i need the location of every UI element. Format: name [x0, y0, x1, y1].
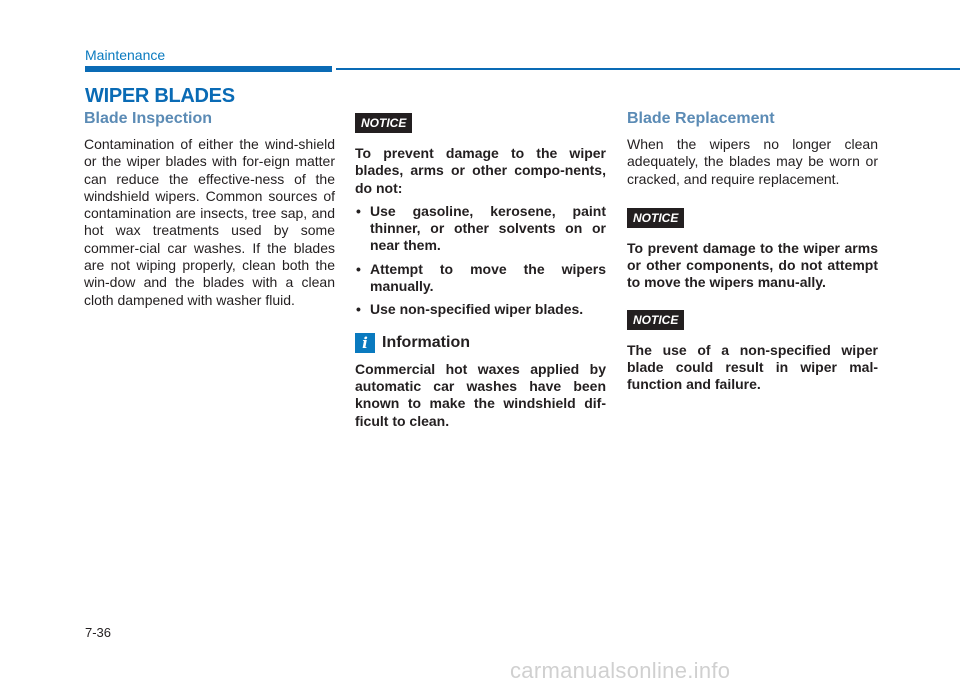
watermark: carmanualsonline.info [510, 658, 731, 683]
notice-badge: NOTICE [355, 113, 412, 133]
blade-replacement-text: When the wipers no longer clean adequately, the blades may be worn or cracked, and require replacement. [627, 136, 878, 187]
notice-text: To prevent damage to the wiper arms or other components, do not attempt to move the wipers manu-ally. [627, 239, 878, 291]
list-item: • Attempt to move the wipers manually. [355, 261, 606, 296]
list-item: • Use gasoline, kerosene, paint thinner, or other solvents on or near them. [355, 203, 606, 255]
column-blade-replacement [627, 110, 878, 394]
notice-badge: NOTICE [627, 208, 684, 228]
blade-replacement-heading: Blade Replacement [627, 110, 775, 127]
information-text: Commercial hot waxes applied by automatic car washes have been known to make the windshield dif-ficult to clean. [355, 360, 606, 429]
information-title: Information [382, 333, 470, 351]
information-icon: i [355, 333, 375, 353]
information-header [355, 333, 606, 353]
page-number: 7-36 [85, 625, 112, 640]
notice-intro: To prevent damage to the wiper blades, arms or other compo-nents, do not: [355, 145, 606, 196]
notice-badge: NOTICE [627, 310, 684, 330]
column-notice-info [355, 113, 606, 430]
notice-list [355, 203, 606, 319]
header-rule-thick [85, 66, 332, 72]
page-title: WIPER BLADES [85, 85, 235, 107]
section-label: Maintenance [85, 47, 166, 63]
notice-text: The use of a non-specified wiper blade could result in wiper mal-function and failure. [627, 341, 878, 393]
list-item: • Use non-specified wiper blades. [355, 301, 606, 318]
blade-inspection-heading: Blade Inspection [84, 110, 213, 127]
column-blade-inspection [84, 110, 335, 309]
header-rule-thin [336, 68, 960, 70]
blade-inspection-text: Contamination of either the wind-shield or the wiper blades with for-eign matter can reduce the effective-ness of the windshield wipers. Common sources of contamination are insects, tree sap, and hot wax treatments used by some commer-cial car washes. If the blades are not wiping properly, clean both the win-dow and the blades with a clean cloth dampened with washer fluid. [84, 136, 335, 308]
